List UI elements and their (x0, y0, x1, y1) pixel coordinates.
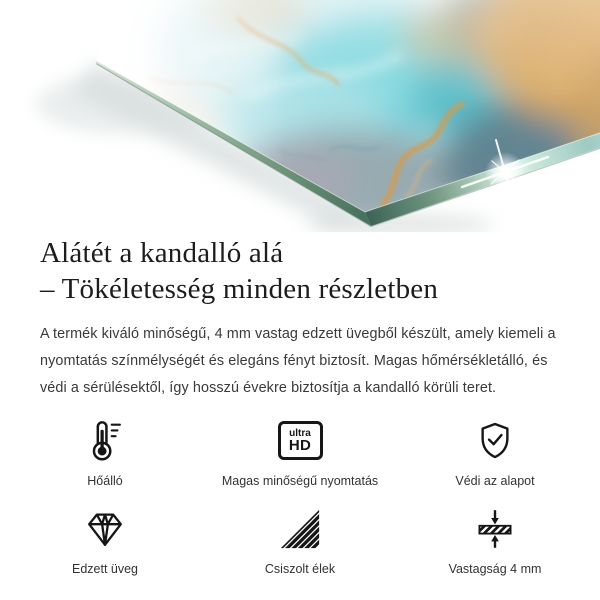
thermometer-icon (82, 418, 128, 464)
glass-panel-image (0, 0, 600, 232)
thickness-arrows-icon (473, 506, 517, 552)
feature-tempered-glass (40, 506, 170, 576)
product-description: A termék kiváló minőségű, 4 mm vastag edzett üvegből készült, amely kiemeli a nyomtatás színmélységét és elegáns fényt biztosít. Magas hőmérsékletálló, és védi a sérülésektől, így hosszú évekre biztosítja a kandalló körüli teret. (40, 325, 556, 396)
feature-label: Vastagság 4 mm (448, 561, 542, 576)
polished-edges-icon (278, 506, 322, 552)
feature-thickness (430, 506, 560, 576)
ultra-hd-badge-bottom: HD (288, 436, 312, 454)
page-title (40, 236, 560, 308)
feature-label: Edzett üveg (71, 561, 138, 576)
page-title-line2: – Tökéletesség minden részletben (40, 272, 439, 305)
feature-label: Magas minőségű nyomtatás (221, 473, 379, 488)
page-title-line1: Alátét a kandalló alá (40, 237, 284, 269)
feature-label: Hőálló (87, 473, 123, 488)
feature-polished-edges (170, 506, 430, 576)
ultra-hd-icon (278, 418, 323, 464)
product-description-section (0, 236, 600, 576)
diamond-icon (82, 506, 128, 552)
feature-protects-base (430, 418, 560, 488)
feature-hd-print (170, 418, 430, 488)
ultra-hd-badge-top: ultra (289, 427, 311, 439)
feature-grid (40, 418, 560, 576)
feature-label: Csiszolt élek (264, 561, 336, 576)
product-photo (0, 0, 600, 232)
feature-label: Védi az alapot (455, 473, 535, 488)
shield-check-icon (473, 418, 517, 464)
feature-heat-resistant (40, 418, 170, 488)
